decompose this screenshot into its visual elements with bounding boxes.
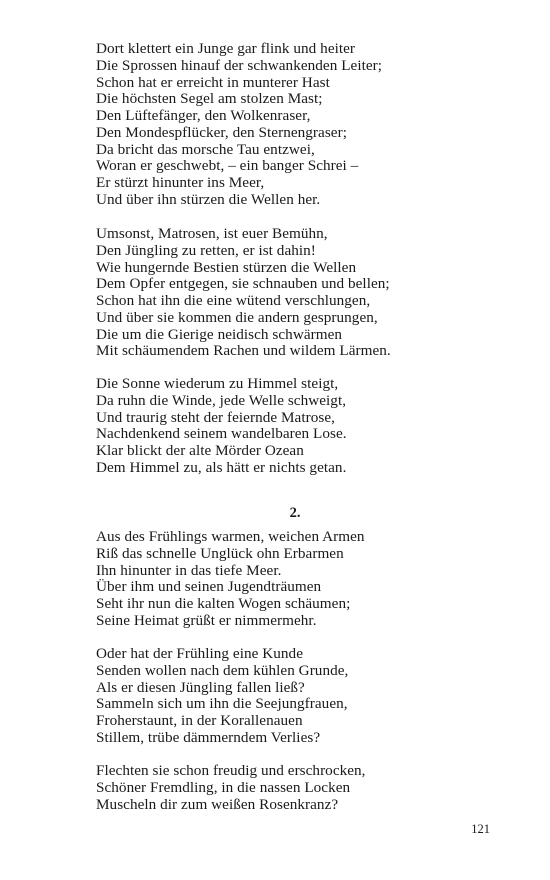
verse-line: Schon hat er erreicht in munterer Hast xyxy=(96,73,330,91)
verse-line: Da ruhn die Winde, jede Welle schweigt, xyxy=(96,391,347,409)
verse-line: Da bricht das morsche Tau entzwei, xyxy=(96,140,315,158)
verse-line: Den Jüngling zu retten, er ist dahin! xyxy=(96,241,316,259)
page-number: 121 xyxy=(471,822,490,836)
verse-line: Riß das schnelle Unglück ohn Erbarmen xyxy=(96,544,344,562)
stanza-3 xyxy=(96,376,496,477)
verse-line: Mit schäumendem Rachen und wildem Lärmen. xyxy=(96,342,391,360)
verse-line: Klar blickt der alte Mörder Ozean xyxy=(96,442,304,459)
verse-line: Aus des Frühlings warmen, weichen Armen xyxy=(96,528,365,545)
verse-line: Die um die Gierige neidisch schwärmen xyxy=(96,325,343,343)
verse-line: Woran er geschwebt, – ein banger Schrei – xyxy=(96,157,359,175)
stanza-4 xyxy=(96,529,496,630)
stanza-1 xyxy=(96,41,496,209)
verse-line: Dort klettert ein Junge gar flink und heiter xyxy=(96,40,356,57)
verse-line: Nachdenkend seinem wandelbaren Lose. xyxy=(96,425,347,443)
verse-line: Und über ihn stürzen die Wellen her. xyxy=(96,190,321,208)
verse-line: Den Lüftefänger, den Wolkenraser, xyxy=(96,107,311,124)
verse-line: Flechten sie schon freudig und erschrocken, xyxy=(96,762,366,779)
verse-line: Schon hat ihn die eine wütend verschlungen, xyxy=(96,292,371,309)
stanza-6 xyxy=(96,763,496,813)
verse-line: Stillem, trübe dämmerndem Verlies? xyxy=(96,728,321,746)
verse-line: Als er diesen Jüngling fallen ließ? xyxy=(96,678,305,696)
verse-line: Froherstaunt, in der Korallenauen xyxy=(96,712,303,729)
section-number: 2. xyxy=(289,505,301,521)
verse-line: Ihn hinunter in das tiefe Meer. xyxy=(96,561,282,579)
verse-line: Dem Himmel zu, als hätt er nichts getan. xyxy=(96,458,347,476)
verse-line: Über ihm und seinen Jugendträumen xyxy=(96,578,322,596)
verse-line: Die höchsten Segel am stolzen Mast; xyxy=(96,90,323,108)
verse-line: Wie hungernde Bestien stürzen die Wellen xyxy=(96,258,357,276)
verse-line: Den Mondespflücker, den Sternengraser; xyxy=(96,123,347,141)
verse-line: Und traurig steht der feiernde Matrose, xyxy=(96,408,335,426)
verse-line: Die Sprossen hinauf der schwankenden Leiter; xyxy=(96,56,383,74)
verse-line: Muscheln dir zum weißen Rosenkranz? xyxy=(96,795,339,813)
verse-line: Die Sonne wiederum zu Himmel steigt, xyxy=(96,375,339,392)
stanza-5 xyxy=(96,646,496,747)
stanza-2 xyxy=(96,226,496,360)
verse-line: Seine Heimat grüßt er nimmermehr. xyxy=(96,611,317,629)
verse-line: Dem Opfer entgegen, sie schnauben und bellen; xyxy=(96,275,390,293)
verse-line: Umsonst, Matrosen, ist euer Bemühn, xyxy=(96,225,328,242)
verse-line: Oder hat der Frühling eine Kunde xyxy=(96,645,303,662)
verse-line: Schöner Fremdling, in die nassen Locken xyxy=(96,778,351,796)
verse-line: Seht ihr nun die kalten Wogen schäumen; xyxy=(96,595,351,612)
verse-line: Sammeln sich um ihn die Seejungfrauen, xyxy=(96,695,348,713)
verse-line: Er stürzt hinunter ins Meer, xyxy=(96,174,265,191)
verse-line: Und über sie kommen die andern gesprungen, xyxy=(96,308,378,326)
verse-line: Senden wollen nach dem kühlen Grunde, xyxy=(96,661,349,679)
